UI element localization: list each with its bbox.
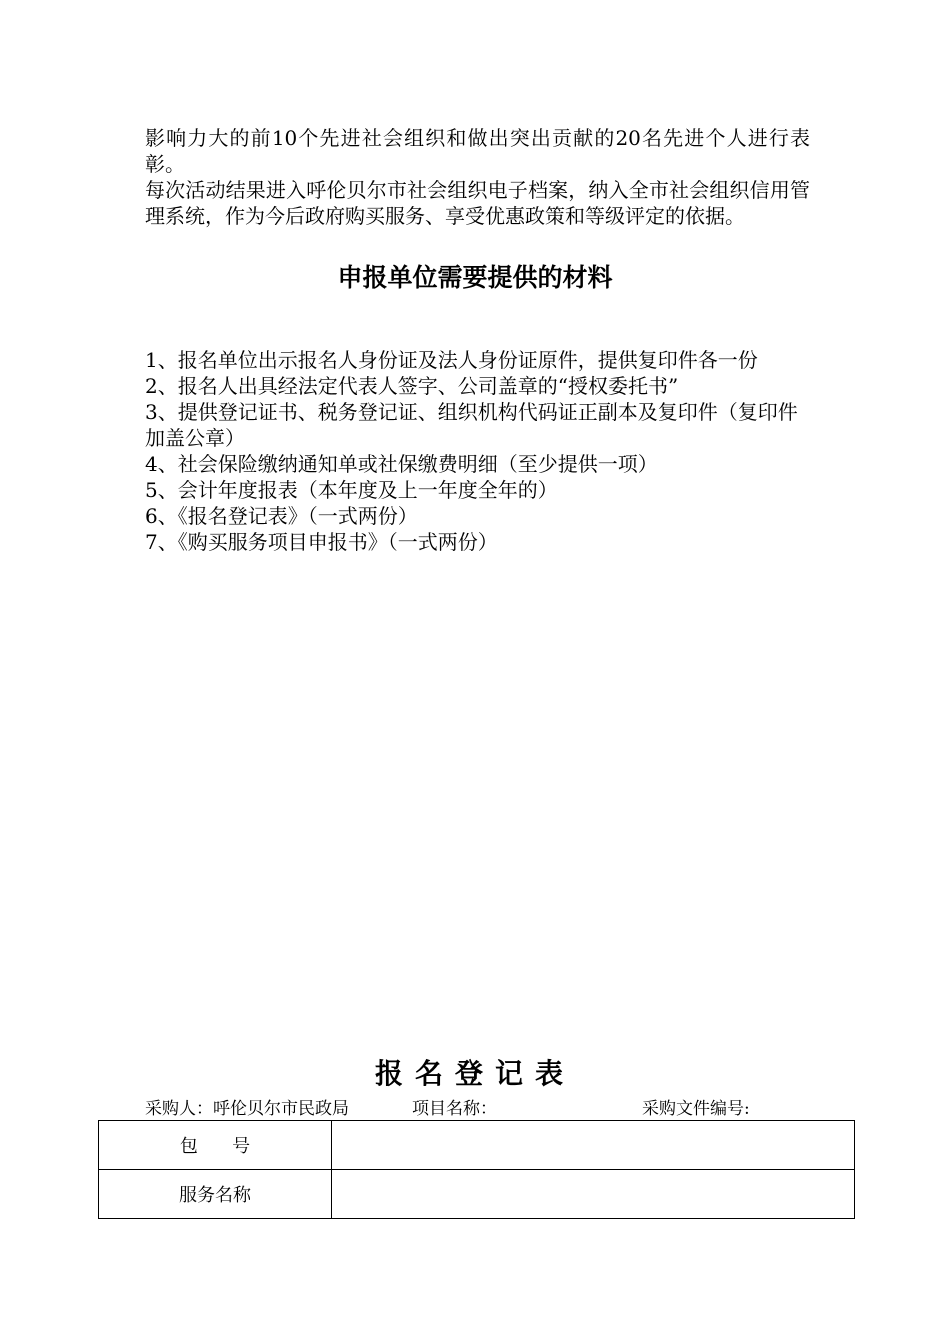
materials-list	[145, 347, 810, 555]
materials-title: 申报单位需要提供的材料	[337, 263, 613, 292]
package-number-cell[interactable]	[332, 1121, 855, 1170]
project-name-label: 项目名称：	[412, 1099, 497, 1119]
materials-item: 6、《报名登记表》（一式两份）	[145, 504, 418, 528]
registration-table	[98, 1120, 855, 1219]
materials-item: 2、报名人出具经法定代表人签字、公司盖章的“授权委托书”	[145, 374, 679, 398]
intro-paragraph-2: 每次活动结果进入呼伦贝尔市社会组织电子档案，纳入全市社会组织信用管理系统，作为今后政府购买服务、享受优惠政策和等级评定的依据。	[145, 178, 810, 228]
materials-item: 7、《购买服务项目申报书》（一式两份）	[145, 530, 498, 554]
intro-paragraph-1: 影响力大的前10个先进社会组织和做出突出贡献的20名先进个人进行表彰。	[145, 126, 810, 176]
service-name-label: 服务名称	[99, 1170, 332, 1219]
table-row	[99, 1121, 855, 1170]
form-meta-row	[145, 1098, 845, 1120]
materials-item: 3、提供登记证书、税务登记证、组织机构代码证正副本及复印件（复印件加盖公章）	[145, 400, 798, 450]
registration-form-title: 报名登记表	[374, 1057, 575, 1090]
package-number-label: 包 号	[99, 1121, 332, 1170]
materials-item: 4、社会保险缴纳通知单或社保缴费明细（至少提供一项）	[145, 452, 658, 476]
file-number-label: 采购文件编号:	[642, 1099, 750, 1119]
purchaser-label: 采购人：呼伦贝尔市民政局	[145, 1099, 349, 1119]
materials-item: 1、报名单位出示报名人身份证及法人身份证原件，提供复印件各一份	[145, 348, 758, 372]
materials-item: 5、会计年度报表（本年度及上一年度全年的）	[145, 478, 558, 502]
table-row	[99, 1170, 855, 1219]
service-name-cell[interactable]	[332, 1170, 855, 1219]
